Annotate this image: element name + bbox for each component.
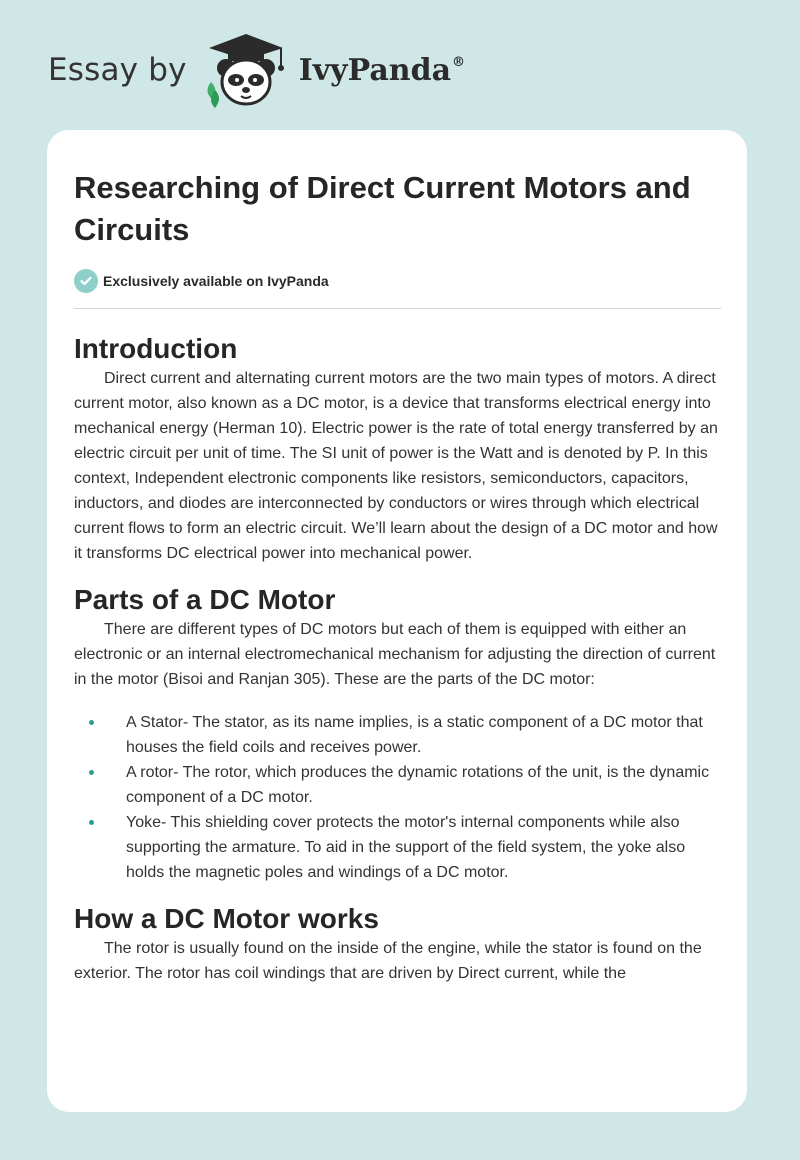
parts-paragraph: There are different types of DC motors but each of them is equipped with either an electronic or an internal electromechanical mechanism for adjusting the direction of current in the motor (Bisoi and Ranjan 305). These are the parts of the DC motor: — [74, 621, 716, 688]
parts-list — [74, 710, 721, 885]
exclusive-badge — [74, 269, 721, 293]
section-heading-introduction: Introduction — [74, 333, 238, 364]
exclusive-label: Exclusively available on IvyPanda — [103, 273, 329, 289]
registered-mark: ® — [452, 54, 466, 70]
list-item: Yoke- This shielding cover protects the motor's internal components while also supporting the armature. To aid in the support of the field system, the yoke also holds the magnetic poles and windings of a DC motor. — [74, 810, 721, 885]
panda-graduate-icon — [201, 30, 291, 110]
brand-name — [299, 53, 465, 88]
check-circle-icon — [74, 269, 98, 293]
essay-by-label: Essay by — [48, 52, 187, 88]
page-title: Researching of Direct Current Motors and Circuits — [74, 170, 691, 247]
section-heading-parts: Parts of a DC Motor — [74, 584, 336, 615]
divider — [74, 308, 721, 309]
section-heading-how-it-works: How a DC Motor works — [74, 903, 379, 934]
article-content — [74, 130, 721, 986]
article-card — [47, 130, 747, 1112]
how-it-works-paragraph: The rotor is usually found on the inside of the engine, while the stator is found on the exterior. The rotor has coil windings that are driven by Direct current, while the — [74, 940, 702, 982]
brand-text: IvyPanda — [298, 52, 452, 88]
site-header — [48, 30, 465, 110]
list-item: A Stator- The stator, as its name implies, is a static component of a DC motor that houses the field coils and receives power. — [74, 710, 721, 760]
list-item: A rotor- The rotor, which produces the dynamic rotations of the unit, is the dynamic component of a DC motor. — [74, 760, 721, 810]
introduction-paragraph: Direct current and alternating current motors are the two main types of motors. A direct current motor, also known as a DC motor, is a device that transforms electrical energy into mechanical energy (Herman 10). Electric power is the rate of total energy transferred by an electric circuit per unit of time. The SI unit of power is the Watt and is denoted by P. In this context, Independent electronic components like resistors, semiconductors, capacitors, inductors, and diodes are interconnected by conductors or wires through which electrical current flows to form an electric circuit. We’ll learn about the design of a DC motor and how it transforms DC electrical power into mechanical power. — [74, 370, 718, 562]
